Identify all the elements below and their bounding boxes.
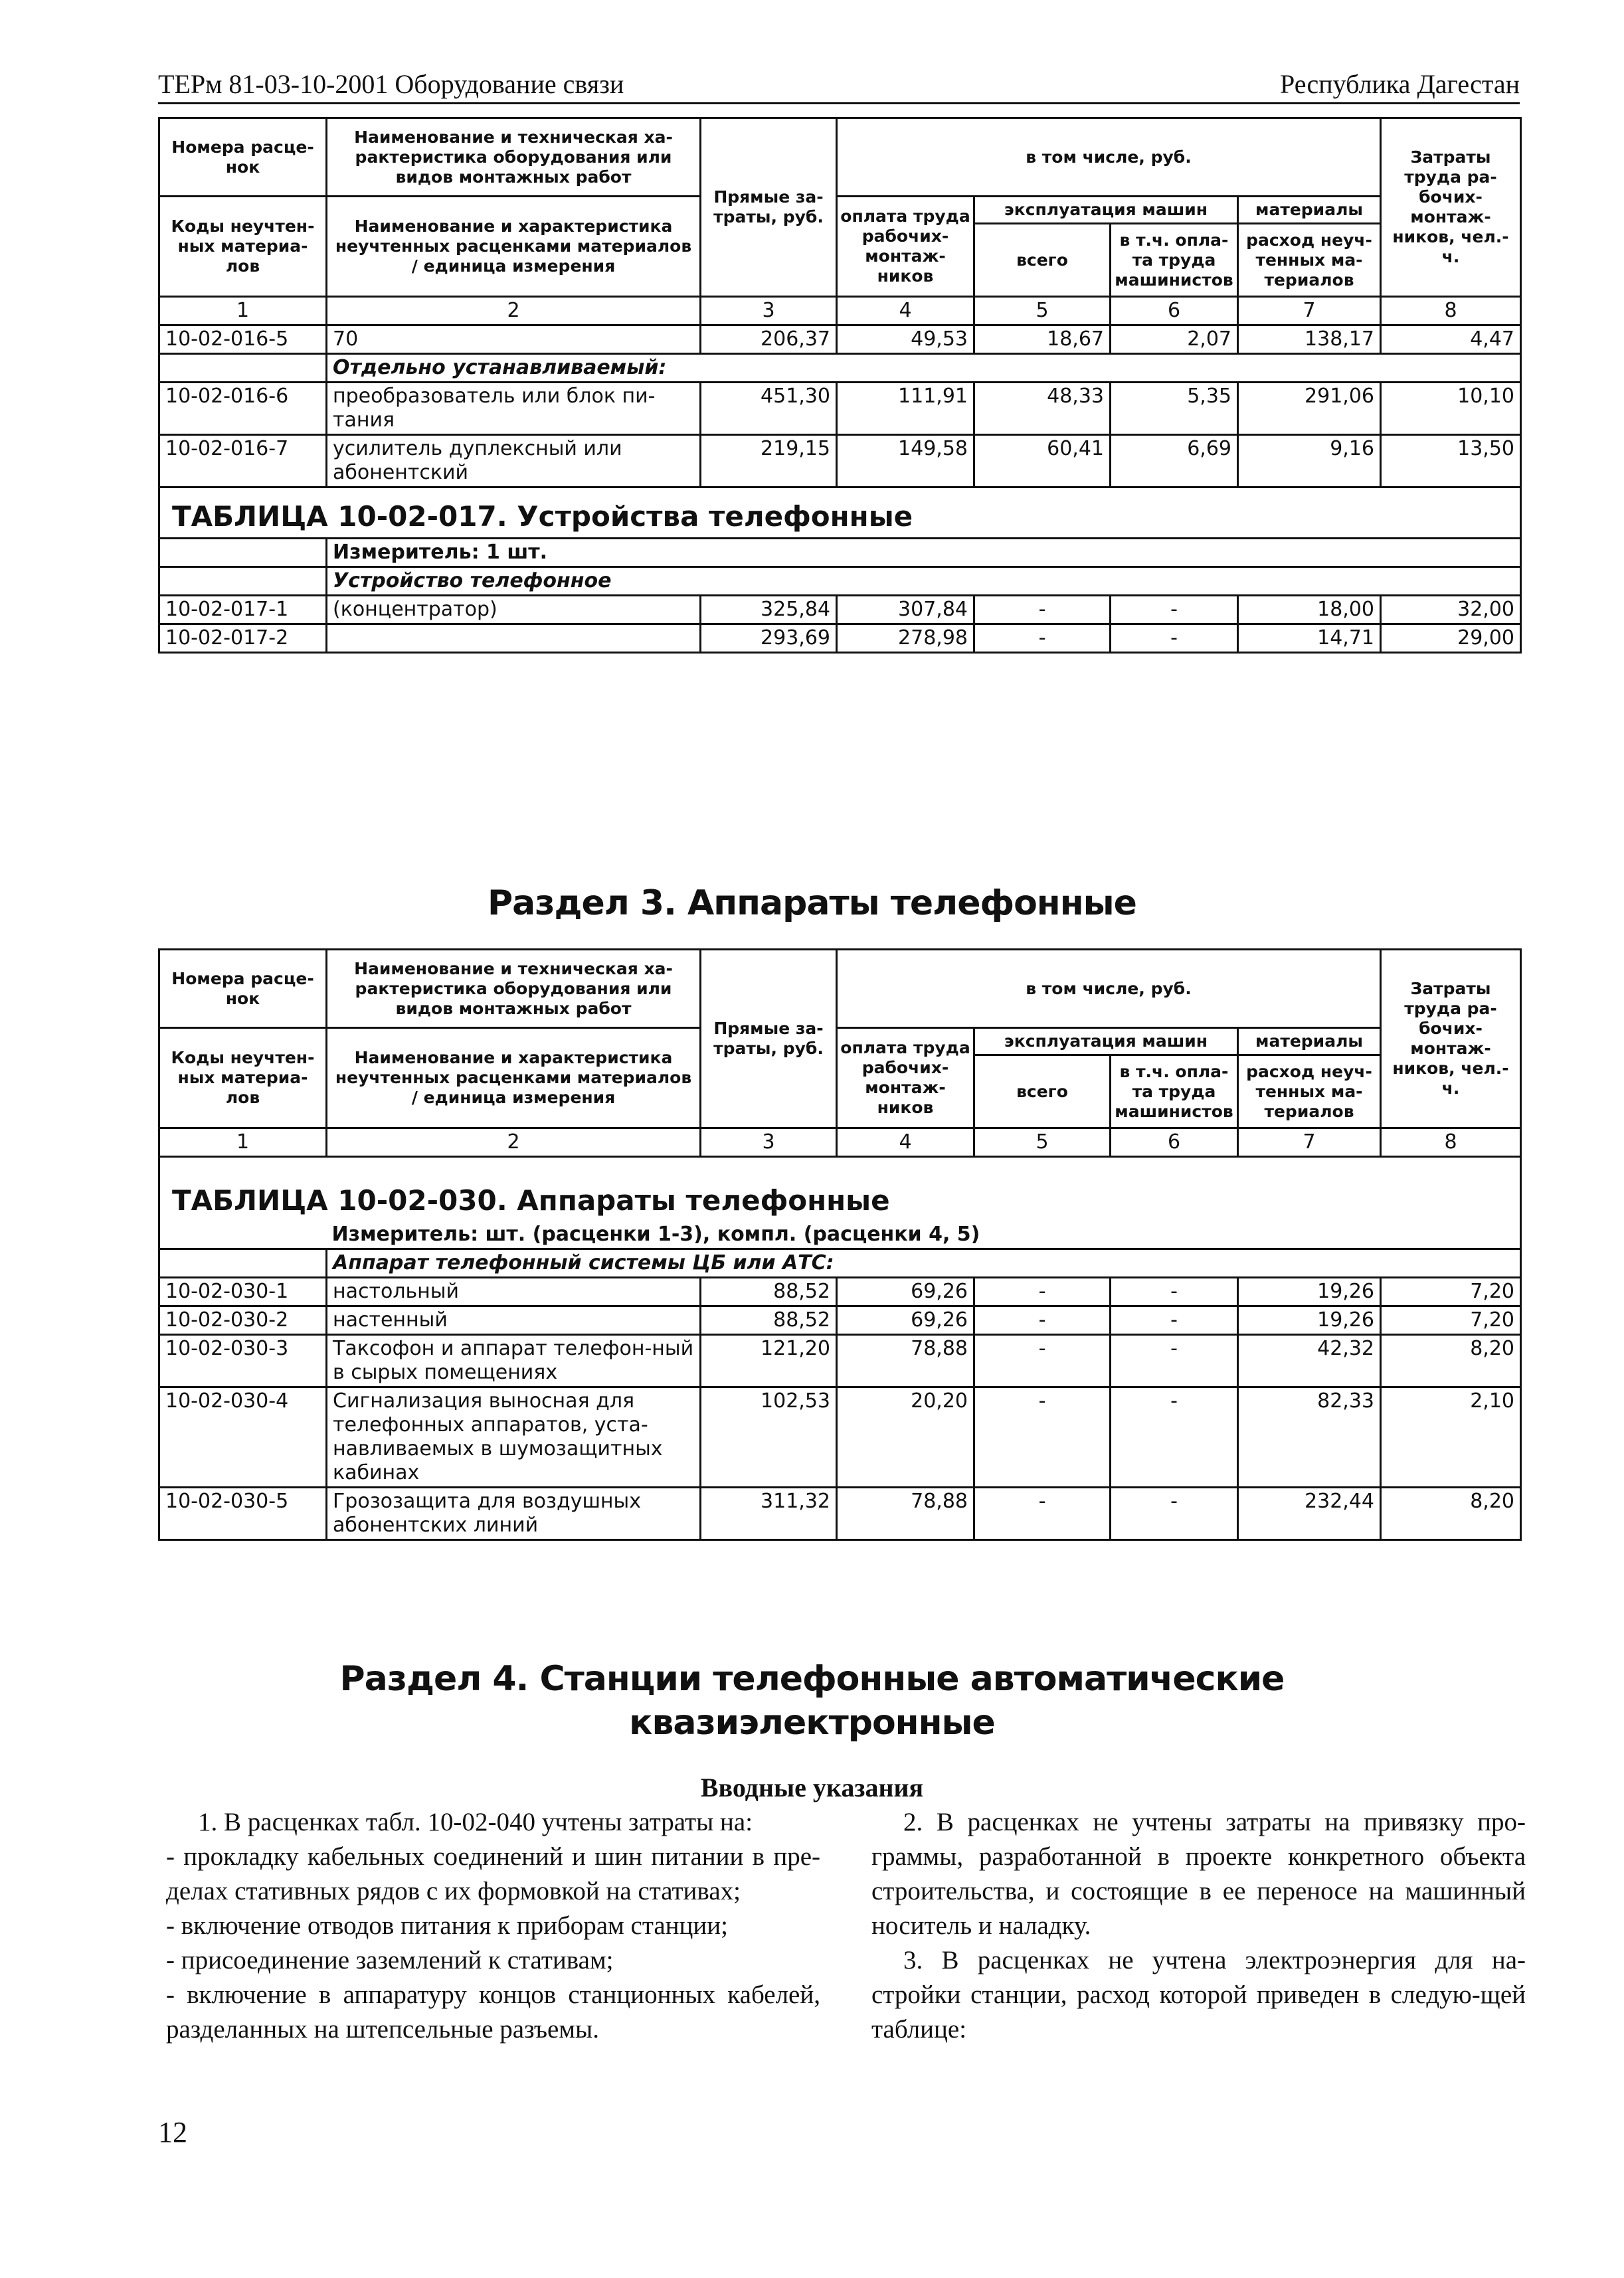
colhead-mat-consumption: расход неуч-тенных ма-териалов xyxy=(1238,1055,1381,1128)
colhead-rate-numbers: Номера расце-нок xyxy=(159,950,327,1028)
running-header xyxy=(158,60,1520,104)
rate-code-cell: 10-02-030-3 xyxy=(159,1335,327,1387)
column-number: 7 xyxy=(1238,1128,1381,1157)
intro-paragraph: 3. В расценках не учтена электроэнергия для на-стройки станции, расход которой приведен в следую-щей таблице: xyxy=(871,1946,1526,2044)
table-row xyxy=(159,435,1521,487)
colhead-including: в том числе, руб. xyxy=(837,950,1381,1028)
intro-paragraph: - прокладку кабельных соединений и шин питании в пре-делах стативных рядов с их формовкой на стативах; xyxy=(166,1842,820,1905)
column-number: 2 xyxy=(327,297,701,325)
column-number: 6 xyxy=(1111,297,1238,325)
machine-total-cell: - xyxy=(974,1306,1111,1335)
direct-costs-cell: 88,52 xyxy=(701,1306,837,1335)
colhead-incl-operators: в т.ч. опла-та труда машинистов xyxy=(1111,224,1238,297)
header-region: Республика Дагестан xyxy=(1280,69,1520,99)
worker-pay-cell: 78,88 xyxy=(837,1335,974,1387)
column-number: 4 xyxy=(837,1128,974,1157)
labor-costs-cell: 4,47 xyxy=(1381,325,1521,354)
colhead-mat-consumption: расход неуч-тенных ма-териалов xyxy=(1238,224,1381,297)
rates-table-lower xyxy=(158,948,1522,1541)
operators-pay-cell: - xyxy=(1111,596,1238,624)
rate-code-cell: 10-02-016-6 xyxy=(159,383,327,435)
blank-cell xyxy=(159,1249,327,1278)
intro-paragraph: - присоединение заземлений к стативам; xyxy=(166,1946,614,1974)
operators-pay-cell: - xyxy=(1111,624,1238,653)
colhead-name-units: Наименование и характеристика неучтенных расценками материалов / единица измерения xyxy=(327,197,701,297)
operators-pay-cell: - xyxy=(1111,1335,1238,1387)
labor-costs-cell: 2,10 xyxy=(1381,1387,1521,1488)
rate-code-cell: 10-02-030-5 xyxy=(159,1488,327,1540)
direct-costs-cell: 293,69 xyxy=(701,624,837,653)
operators-pay-cell: - xyxy=(1111,1488,1238,1540)
machine-total-cell: - xyxy=(974,1488,1111,1540)
direct-costs-cell: 102,53 xyxy=(701,1387,837,1488)
column-number: 2 xyxy=(327,1128,701,1157)
table-row xyxy=(159,1387,1521,1488)
intro-paragraph: 2. В расценках не учтены затраты на привязку про-граммы, разработанной в проекте конкретного объекта строительства, и состоящие в ее переносе на машинный носитель и наладку. xyxy=(871,1808,1526,1940)
worker-pay-cell: 307,84 xyxy=(837,596,974,624)
colhead-name-units: Наименование и характеристика неучтенных расценками материалов / единица измерения xyxy=(327,1028,701,1128)
intro-left-column xyxy=(166,1805,820,2047)
worker-pay-cell: 111,91 xyxy=(837,383,974,435)
rate-name-cell: 70 xyxy=(327,325,701,354)
colhead-codes: Коды неучтен-ных материа-лов xyxy=(159,1028,327,1128)
colhead-incl-operators: в т.ч. опла-та труда машинистов xyxy=(1111,1055,1238,1128)
materials-cell: 19,26 xyxy=(1238,1278,1381,1306)
group-subheading: Аппарат телефонный системы ЦБ или АТС: xyxy=(327,1249,1521,1278)
materials-cell: 138,17 xyxy=(1238,325,1381,354)
column-number: 3 xyxy=(701,1128,837,1157)
group-subheading: Устройство телефонное xyxy=(327,567,1521,596)
section-title-line: квазиэлектронные xyxy=(629,1703,995,1743)
blank-cell xyxy=(159,354,327,383)
column-number: 7 xyxy=(1238,297,1381,325)
column-number: 8 xyxy=(1381,297,1521,325)
table-row xyxy=(159,1278,1521,1306)
colhead-machine-op: эксплуатация машин xyxy=(974,1028,1238,1055)
colhead-total: всего xyxy=(974,224,1111,297)
rate-name-cell: (концентратор) xyxy=(327,596,701,624)
worker-pay-cell: 69,26 xyxy=(837,1306,974,1335)
worker-pay-cell: 49,53 xyxy=(837,325,974,354)
page-number: 12 xyxy=(158,2116,187,2148)
worker-pay-cell: 69,26 xyxy=(837,1278,974,1306)
machine-total-cell: - xyxy=(974,1278,1111,1306)
column-number: 1 xyxy=(159,1128,327,1157)
machine-total-cell: 18,67 xyxy=(974,325,1111,354)
machine-total-cell: - xyxy=(974,1387,1111,1488)
labor-costs-cell: 8,20 xyxy=(1381,1488,1521,1540)
colhead-direct-costs: Прямые за-траты, руб. xyxy=(701,950,837,1128)
direct-costs-cell: 121,20 xyxy=(701,1335,837,1387)
rate-code-cell: 10-02-017-2 xyxy=(159,624,327,653)
table-row xyxy=(159,1335,1521,1387)
operators-pay-cell: - xyxy=(1111,1306,1238,1335)
materials-cell: 19,26 xyxy=(1238,1306,1381,1335)
table-row xyxy=(159,1306,1521,1335)
colhead-worker-pay: оплата труда рабочих-монтаж-ников xyxy=(837,197,974,297)
colhead-rate-numbers: Номера расце-нок xyxy=(159,118,327,197)
materials-cell: 232,44 xyxy=(1238,1488,1381,1540)
labor-costs-cell: 7,20 xyxy=(1381,1306,1521,1335)
rate-code-cell: 10-02-030-4 xyxy=(159,1387,327,1488)
colhead-materials: материалы xyxy=(1238,1028,1381,1055)
column-number: 3 xyxy=(701,297,837,325)
direct-costs-cell: 311,32 xyxy=(701,1488,837,1540)
section-title: Раздел 3. Аппараты телефонные xyxy=(488,883,1136,923)
rate-code-cell: 10-02-030-1 xyxy=(159,1278,327,1306)
intro-paragraph: - включение в аппаратуру концов станционных кабелей, разделанных на штепсельные разъемы. xyxy=(166,1980,820,2044)
colhead-materials: материалы xyxy=(1238,197,1381,224)
rate-name-cell: настольный xyxy=(327,1278,701,1306)
operators-pay-cell: - xyxy=(1111,1387,1238,1488)
operators-pay-cell: 6,69 xyxy=(1111,435,1238,487)
rate-code-cell: 10-02-030-2 xyxy=(159,1306,327,1335)
operators-pay-cell: - xyxy=(1111,1278,1238,1306)
direct-costs-cell: 206,37 xyxy=(701,325,837,354)
rates-table-upper xyxy=(158,117,1522,654)
colhead-codes: Коды неучтен-ных материа-лов xyxy=(159,197,327,297)
column-number: 4 xyxy=(837,297,974,325)
rate-code-cell: 10-02-016-7 xyxy=(159,435,327,487)
column-number: 8 xyxy=(1381,1128,1521,1157)
operators-pay-cell: 5,35 xyxy=(1111,383,1238,435)
intro-paragraph: 1. В расценках табл. 10-02-040 учтены затраты на: xyxy=(198,1808,753,1836)
table-title: ТАБЛИЦА 10-02-017. Устройства телефонные xyxy=(159,487,1521,539)
labor-costs-cell: 7,20 xyxy=(1381,1278,1521,1306)
worker-pay-cell: 278,98 xyxy=(837,624,974,653)
machine-total-cell: 48,33 xyxy=(974,383,1111,435)
table-row xyxy=(159,596,1521,624)
direct-costs-cell: 219,15 xyxy=(701,435,837,487)
labor-costs-cell: 32,00 xyxy=(1381,596,1521,624)
intro-right-column xyxy=(871,1805,1526,2047)
table-row xyxy=(159,325,1521,354)
table-title: ТАБЛИЦА 10-02-030. Аппараты телефонные xyxy=(159,1157,1521,1222)
rate-name-cell: Таксофон и аппарат телефон-ный в сырых помещениях xyxy=(327,1335,701,1387)
rate-name-cell: преобразователь или блок пи-тания xyxy=(327,383,701,435)
table-row xyxy=(159,383,1521,435)
colhead-total: всего xyxy=(974,1055,1111,1128)
rate-name-cell: усилитель дуплексный или абонентский xyxy=(327,435,701,487)
materials-cell: 18,00 xyxy=(1238,596,1381,624)
column-number: 6 xyxy=(1111,1128,1238,1157)
machine-total-cell: - xyxy=(974,1335,1111,1387)
header-document-code: ТЕРм 81-03-10-2001 Оборудование связи xyxy=(158,69,624,99)
materials-cell: 9,16 xyxy=(1238,435,1381,487)
labor-costs-cell: 29,00 xyxy=(1381,624,1521,653)
colhead-machine-op: эксплуатация машин xyxy=(974,197,1238,224)
direct-costs-cell: 88,52 xyxy=(701,1278,837,1306)
section-title-line: Раздел 4. Станции телефонные автоматические xyxy=(339,1659,1285,1699)
column-number: 5 xyxy=(974,1128,1111,1157)
rate-name-cell: Сигнализация выносная для телефонных аппаратов, уста-навливаемых в шумозащитных кабинах xyxy=(327,1387,701,1488)
colhead-worker-pay: оплата труда рабочих-монтаж-ников xyxy=(837,1028,974,1128)
rate-code-cell: 10-02-017-1 xyxy=(159,596,327,624)
group-subheading: Отдельно устанавливаемый: xyxy=(327,354,1521,383)
rate-code-cell: 10-02-016-5 xyxy=(159,325,327,354)
blank-cell xyxy=(159,567,327,596)
blank-cell xyxy=(159,539,327,567)
labor-costs-cell: 8,20 xyxy=(1381,1335,1521,1387)
section-title xyxy=(0,1657,1624,1745)
colhead-name-spec: Наименование и техническая ха-рактеристика оборудования или видов монтажных работ xyxy=(327,118,701,197)
intro-title: Вводные указания xyxy=(700,1773,924,1802)
colhead-name-spec: Наименование и техническая ха-рактеристика оборудования или видов монтажных работ xyxy=(327,950,701,1028)
machine-total-cell: - xyxy=(974,596,1111,624)
worker-pay-cell: 149,58 xyxy=(837,435,974,487)
table-measure: Измеритель: 1 шт. xyxy=(327,539,1521,567)
table-row xyxy=(159,1488,1521,1540)
materials-cell: 291,06 xyxy=(1238,383,1381,435)
machine-total-cell: 60,41 xyxy=(974,435,1111,487)
colhead-labor-costs: Затраты труда ра-бочих-монтаж-ников, чел.-ч. xyxy=(1381,118,1521,297)
materials-cell: 82,33 xyxy=(1238,1387,1381,1488)
labor-costs-cell: 10,10 xyxy=(1381,383,1521,435)
table-measure: Измеритель: шт. (расценки 1-3), компл. (расценки 4, 5) xyxy=(327,1221,1521,1249)
rate-name-cell: Грозозащита для воздушных абонентских линий xyxy=(327,1488,701,1540)
worker-pay-cell: 20,20 xyxy=(837,1387,974,1488)
column-number: 5 xyxy=(974,297,1111,325)
worker-pay-cell: 78,88 xyxy=(837,1488,974,1540)
labor-costs-cell: 13,50 xyxy=(1381,435,1521,487)
colhead-direct-costs: Прямые за-траты, руб. xyxy=(701,118,837,297)
materials-cell: 14,71 xyxy=(1238,624,1381,653)
colhead-labor-costs: Затраты труда ра-бочих-монтаж-ников, чел.-ч. xyxy=(1381,950,1521,1128)
colhead-including: в том числе, руб. xyxy=(837,118,1381,197)
rate-name-cell xyxy=(327,624,701,653)
blank-cell xyxy=(159,1221,327,1249)
materials-cell: 42,32 xyxy=(1238,1335,1381,1387)
table-row xyxy=(159,624,1521,653)
direct-costs-cell: 451,30 xyxy=(701,383,837,435)
column-number: 1 xyxy=(159,297,327,325)
machine-total-cell: - xyxy=(974,624,1111,653)
rate-name-cell: настенный xyxy=(327,1306,701,1335)
operators-pay-cell: 2,07 xyxy=(1111,325,1238,354)
direct-costs-cell: 325,84 xyxy=(701,596,837,624)
intro-paragraph: - включение отводов питания к приборам станции; xyxy=(166,1911,728,1940)
